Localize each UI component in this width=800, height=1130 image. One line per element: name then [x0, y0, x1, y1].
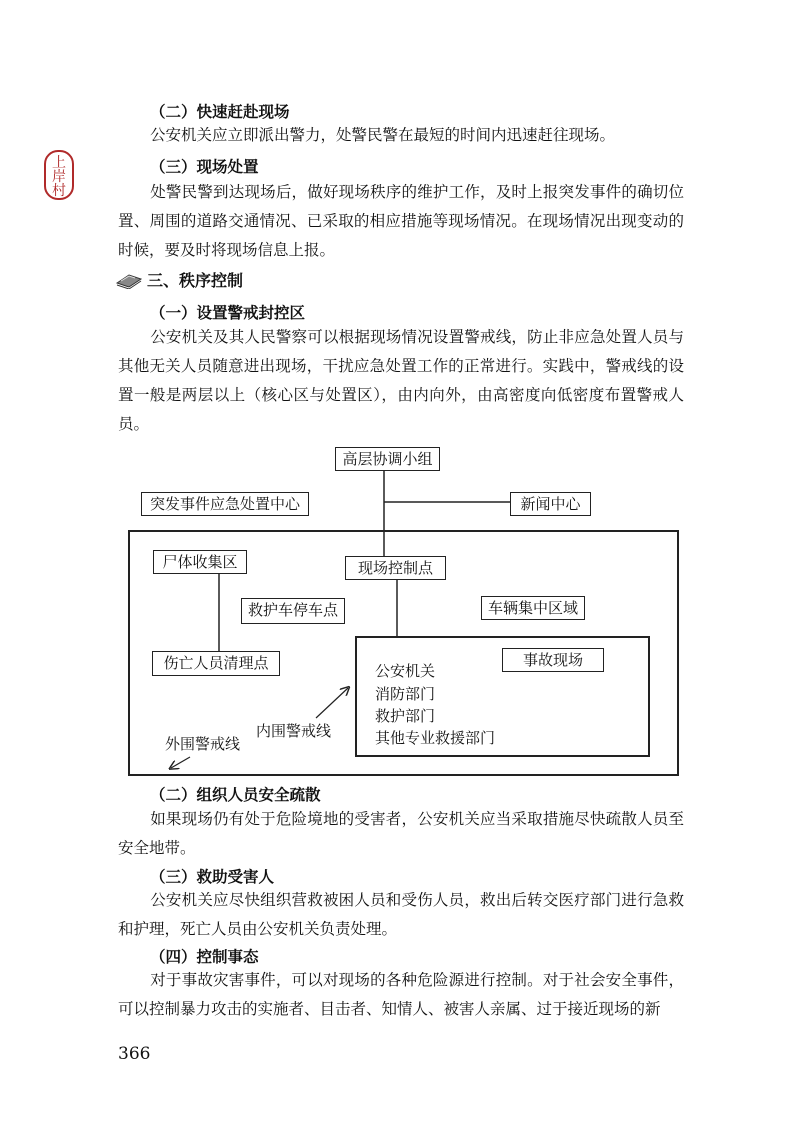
emergency-center-box: 突发事件应急处置中心 [141, 492, 309, 516]
outer-cordon-label: 外围警戒线 [165, 735, 241, 753]
paragraph-onsite-handling: 处警民警到达现场后，做好现场秩序的维护工作，及时上报突发事件的确切位置、周围的道路交通情况、已采取的相应措施等现场情况。在现场情况出现变动的时候，要及时将现场信息上报。 [118, 183, 684, 259]
main-heading [115, 268, 243, 291]
unit-ambulance: 救护部门 [375, 707, 436, 725]
section-heading-rescue: （三）救助受害人 [150, 868, 275, 886]
body-collection-box: 尸体收集区 [153, 550, 247, 574]
casualty-clearing-box: 伤亡人员清理点 [152, 651, 280, 676]
paragraph-control: 对于事故灾害事件，可以对现场的各种危险源进行控制。对于社会安全事件，可以控制暴力攻击的实施者、目击者、知情人、被害人亲属、过于接近现场的新 [118, 971, 684, 1018]
section-heading-control: （四）控制事态 [150, 948, 259, 966]
section-heading-onsite-handling: （三）现场处置 [150, 158, 259, 176]
section-heading-rapid-arrival: （二）快速赶赴现场 [150, 103, 290, 121]
page-number: 366 [118, 1044, 151, 1064]
news-center-box: 新闻中心 [510, 492, 591, 516]
unit-fire: 消防部门 [375, 685, 436, 703]
unit-police: 公安机关 [375, 662, 436, 680]
paragraph-evacuation: 如果现场仍有处于危险境地的受害者，公安机关应当采取措施尽快疏散人员至安全地带。 [118, 810, 684, 857]
seal-stamp: 上 岸 村 [44, 150, 74, 200]
section-heading-cordon: （一）设置警戒封控区 [150, 304, 306, 322]
paragraph-cordon: 公安机关及其人民警察可以根据现场情况设置警戒线，防止非应急处置人员与其他无关人员随意进出现场，干扰应急处置工作的正常进行。实践中，警戒线的设置一般是两层以上（核心区与处置区），由内向外，由高密度向低密度布置警戒人员。 [118, 328, 684, 433]
main-heading-text: 三、秩序控制 [147, 271, 244, 290]
control-point-box: 现场控制点 [345, 556, 446, 580]
paragraph-rapid-arrival: 公安机关应立即派出警力，处警民警在最短的时间内迅速赶往现场。 [150, 126, 616, 144]
ambulance-stop-box: 救护车停车点 [241, 598, 345, 624]
unit-other-rescue: 其他专业救援部门 [375, 729, 496, 747]
book-stack-icon [115, 271, 143, 289]
accident-scene-box: 事故现场 [502, 648, 604, 672]
section-heading-evacuation: （二）组织人员安全疏散 [150, 786, 321, 804]
paragraph-rescue: 公安机关应尽快组织营救被困人员和受伤人员，救出后转交医疗部门进行急救和护理，死亡人员由公安机关负责处理。 [118, 891, 684, 938]
coordination-group-box: 高层协调小组 [335, 447, 440, 471]
vehicle-area-box: 车辆集中区域 [481, 596, 585, 620]
inner-cordon-label: 内围警戒线 [256, 722, 332, 740]
